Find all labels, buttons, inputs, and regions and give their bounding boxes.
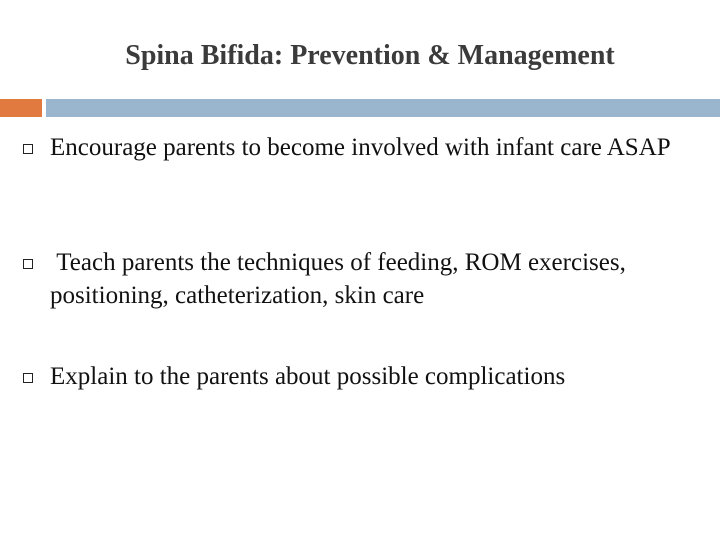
slide-title: Spina Bifida: Prevention & Management — [125, 40, 615, 71]
hollow-square-bullet-icon — [23, 259, 33, 269]
bullet-text: Encourage parents to become involved with infant care ASAP — [50, 134, 671, 161]
hollow-square-bullet-icon — [23, 144, 33, 154]
bullet-text: Teach parents the techniques of feeding, ROM exercises, positioning, catheterization, skin care — [50, 249, 633, 309]
hollow-square-bullet-icon — [23, 373, 33, 383]
bullet-text: Explain to the parents about possible complications — [50, 363, 566, 390]
